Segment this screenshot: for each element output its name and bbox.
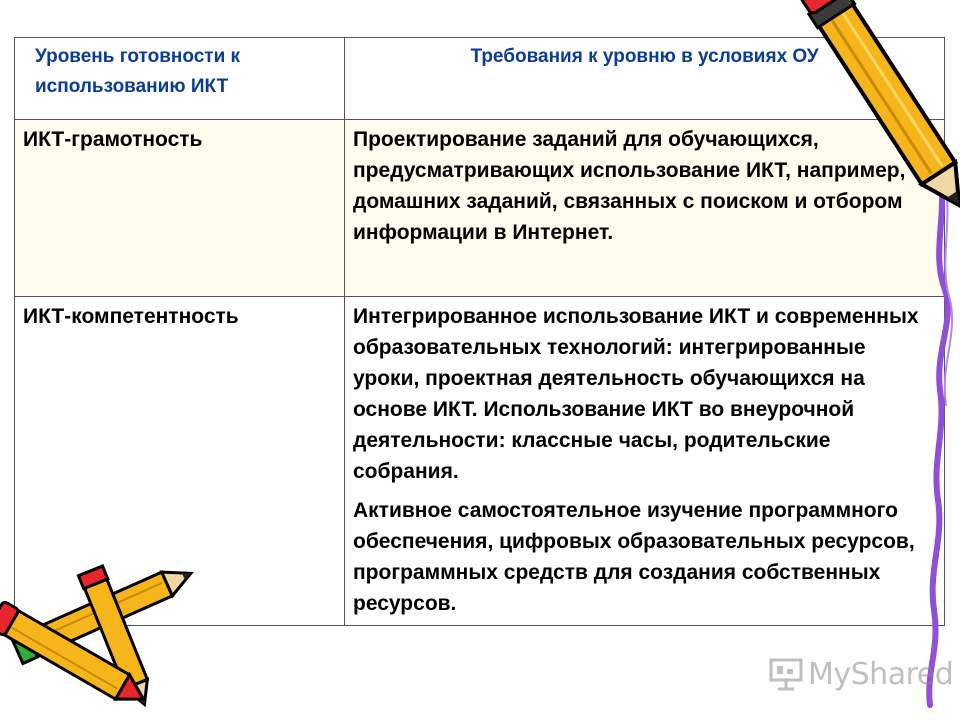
requirements-cell bbox=[345, 297, 945, 626]
watermark-logo bbox=[768, 652, 954, 696]
pencils-icon bbox=[0, 570, 200, 720]
requirement-paragraph: Интегрированное использование ИКТ и современных образовательных технологий: интегрированные уроки, проектная деятельность обучающихся на основе ИКТ. Использование ИКТ во внеурочной деятельности: классные часы, родительские собрания. bbox=[353, 305, 919, 483]
header-requirements: Требования к уровню в условиях ОУ bbox=[345, 38, 945, 120]
requirement-paragraph: Проектирование заданий для обучающихся, предусматривающих использование ИКТ, например, домашних заданий, связанных с поиском и отбором информации в Интернет. bbox=[353, 128, 906, 244]
requirement-paragraph: Активное самостоятельное изучение программного обеспечения, цифровых образовательных ресурсов, программных средств для создания собственных ресурсов. bbox=[353, 499, 915, 615]
pencil-icon bbox=[790, 0, 960, 240]
presentation-icon bbox=[768, 657, 804, 691]
header-readiness-level: Уровень готовности к использованию ИКТ bbox=[15, 38, 345, 120]
level-cell: ИКТ-компетентность bbox=[15, 297, 345, 626]
level-cell: ИКТ-грамотность bbox=[15, 120, 345, 297]
watermark-text: MyShared bbox=[808, 656, 954, 692]
